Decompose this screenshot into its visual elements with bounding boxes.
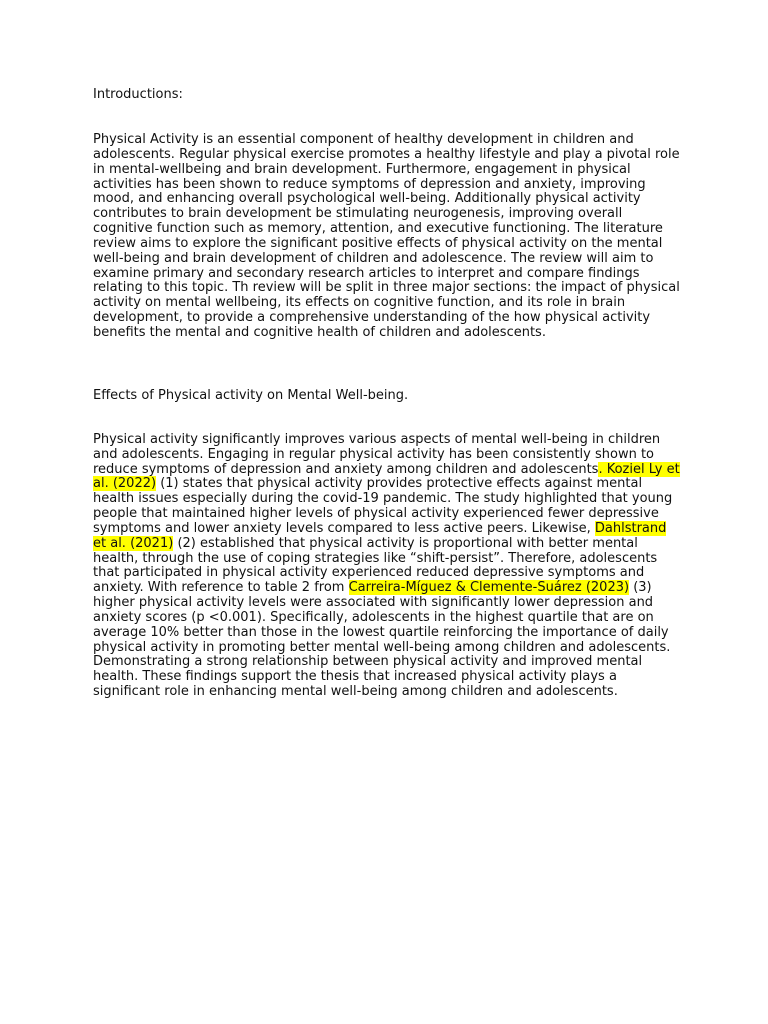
effects-text-3: (2) established that physical activity is proportional with better mental health, through the use of coping strategies like “shift-persist”. Therefore, adolescents that participated in physical activity experienced reduced depressive symptoms and anxiety. With reference to table 2 from: [93, 535, 658, 596]
citation-carreira-highlight: Carreira-Míguez & Clemente-Suárez (2023): [348, 580, 630, 596]
citation-dahlstrand-highlight: Dahlstrand et al. (2021): [93, 520, 667, 551]
citation-koziel-highlight: . Koziel Ly et al. (2022): [93, 461, 680, 492]
effects-text-1: Physical activity significantly improves various aspects of mental well-being in children and adolescents. Engaging in regular physical activity has been consistently shown to reduce symptoms of depression and anxiety among children and adolescents: [93, 431, 661, 477]
effects-paragraph: [93, 433, 683, 700]
effects-section-heading: Effects of Physical activity on Mental Well-being.: [93, 387, 409, 403]
introduction-heading: Introductions:: [93, 87, 183, 102]
effects-text-4: (3) higher physical activity levels were associated with significantly lower depression and anxiety scores (p <0.001). Specifically, adolescents in the highest quartile that are on average 10% better than those in the lowest quartile reinforcing the importance of daily physical activity in promoting better mental well-being among children and adolescents. Demonstrating a strong relationship between physical activity and improved mental health. These findings support the thesis that increased physical activity plays a significant role in enhancing mental well-being among children and adolescents.: [93, 580, 671, 700]
introduction-paragraph: Physical Activity is an essential component of healthy development in children and adolescents. Regular physical exercise promotes a healthy lifestyle and play a pivotal role in mental-wellbeing and brain development. Furthermore, engagement in physical activities has been shown to reduce symptoms of depression and anxiety, improving mood, and enhancing overall psychological well-being. Additionally physical activity contributes to brain development be stimulating neurogenesis, improving overall cognitive function such as memory, attention, and executive functioning. The literature review aims to explore the significant positive effects of physical activity on the mental well-being and brain development of children and adolescence. The review will aim to examine primary and secondary research articles to interpret and compare findings relating to this topic. Th review will be split in three major sections: the impact of physical activity on mental wellbeing, its effects on cognitive function, and its role in brain development, to provide a comprehensive understanding of the how physical activity benefits the mental and cognitive health of children and adolescents.: [93, 132, 680, 340]
effects-text-2: (1) states that physical activity provides protective effects against mental health issues especially during the covid-19 pandemic. The study highlighted that young people that maintained higher levels of physical activity experienced fewer depressive symptoms and lower anxiety levels compared to less active peers. Likewise,: [93, 476, 673, 536]
document-page: [93, 86, 683, 700]
